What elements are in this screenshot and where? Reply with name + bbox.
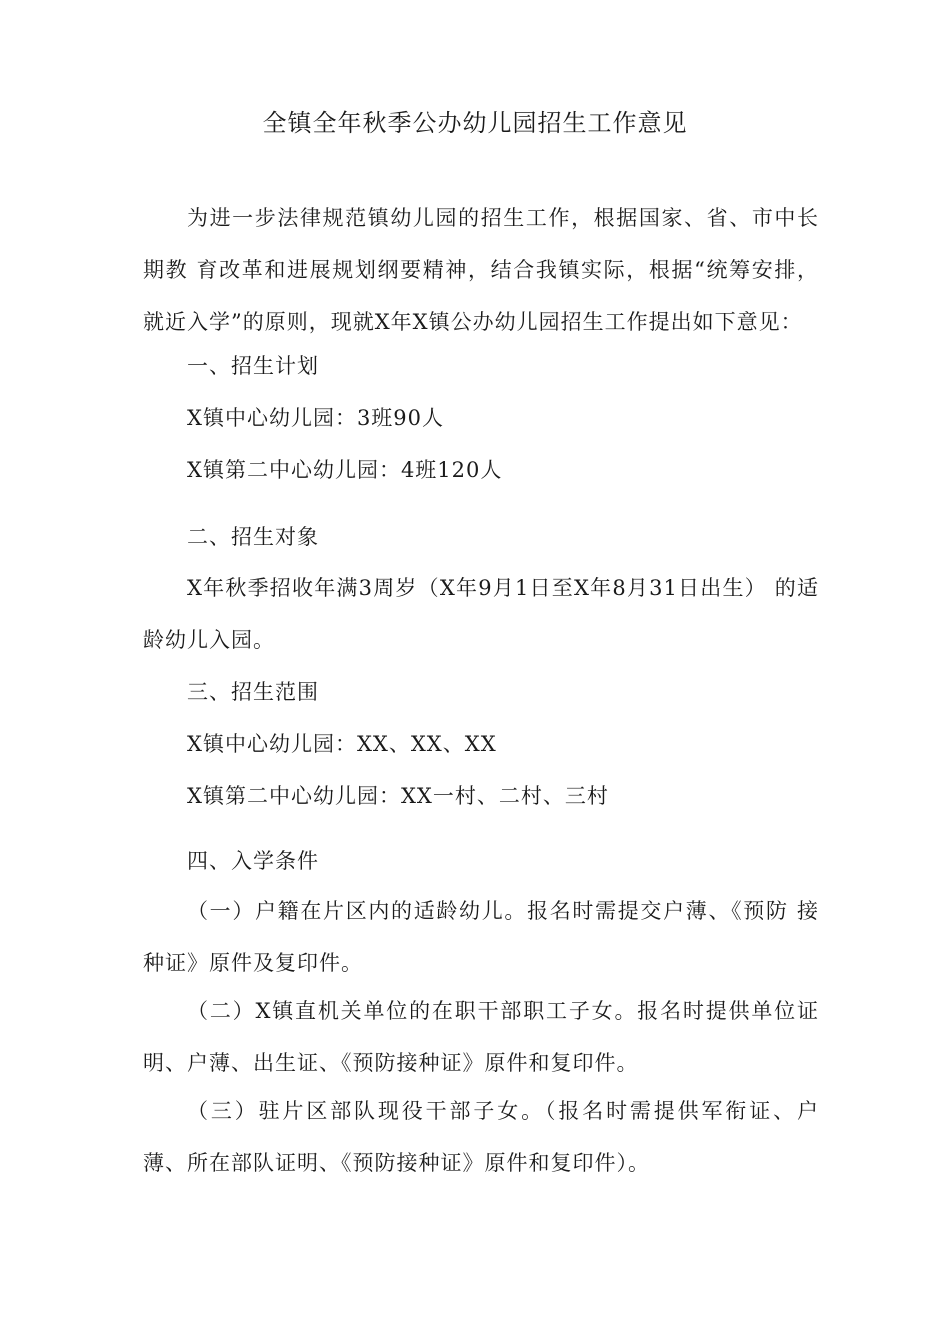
scope-item-1: X镇中心幼儿园：XX、XX、XX [187, 732, 497, 756]
section-2-heading: 二、招生对象 [187, 525, 319, 549]
plan-item-2: X镇第二中心幼儿园：4班120人 [187, 458, 503, 482]
condition-item-1: （一）户籍在片区内的适龄幼儿。报名时需提交户薄、《预防 接种证》原件及复印件。 [143, 899, 819, 975]
document-title: 全镇全年秋季公办幼儿园招生工作意见 [262, 109, 688, 137]
plan-item-1: X镇中心幼儿园：3班90人 [187, 406, 445, 430]
intro-paragraph: 为进一步法律规范镇幼儿园的招生工作，根据国家、省、市中长期教 育改革和进展规划纲要精神，结合我镇实际，根据“统筹安排，就近入学”的原则，现就X年X镇公办幼儿园招生工作提出如下意见： [143, 206, 819, 334]
section-1-heading: 一、招生计划 [187, 354, 319, 378]
section-4-heading: 四、入学条件 [187, 849, 319, 873]
condition-item-3: （三）驻片区部队现役干部子女。（报名时需提供军衔证、户 薄、所在部队证明、《预防接种证》原件和复印件）。 [143, 1099, 819, 1175]
condition-item-2: （二）X镇直机关单位的在职干部职工子女。报名时提供单位证明、户薄、出生证、《预防接种证》原件和复印件。 [143, 999, 819, 1075]
scope-item-2: X镇第二中心幼儿园：XX一村、二村、三村 [187, 784, 609, 808]
section-3-heading: 三、招生范围 [187, 680, 319, 704]
enrollment-target-paragraph: X年秋季招收年满3周岁（X年9月1日至X年8月31日出生） 的适龄幼儿入园。 [143, 576, 819, 652]
